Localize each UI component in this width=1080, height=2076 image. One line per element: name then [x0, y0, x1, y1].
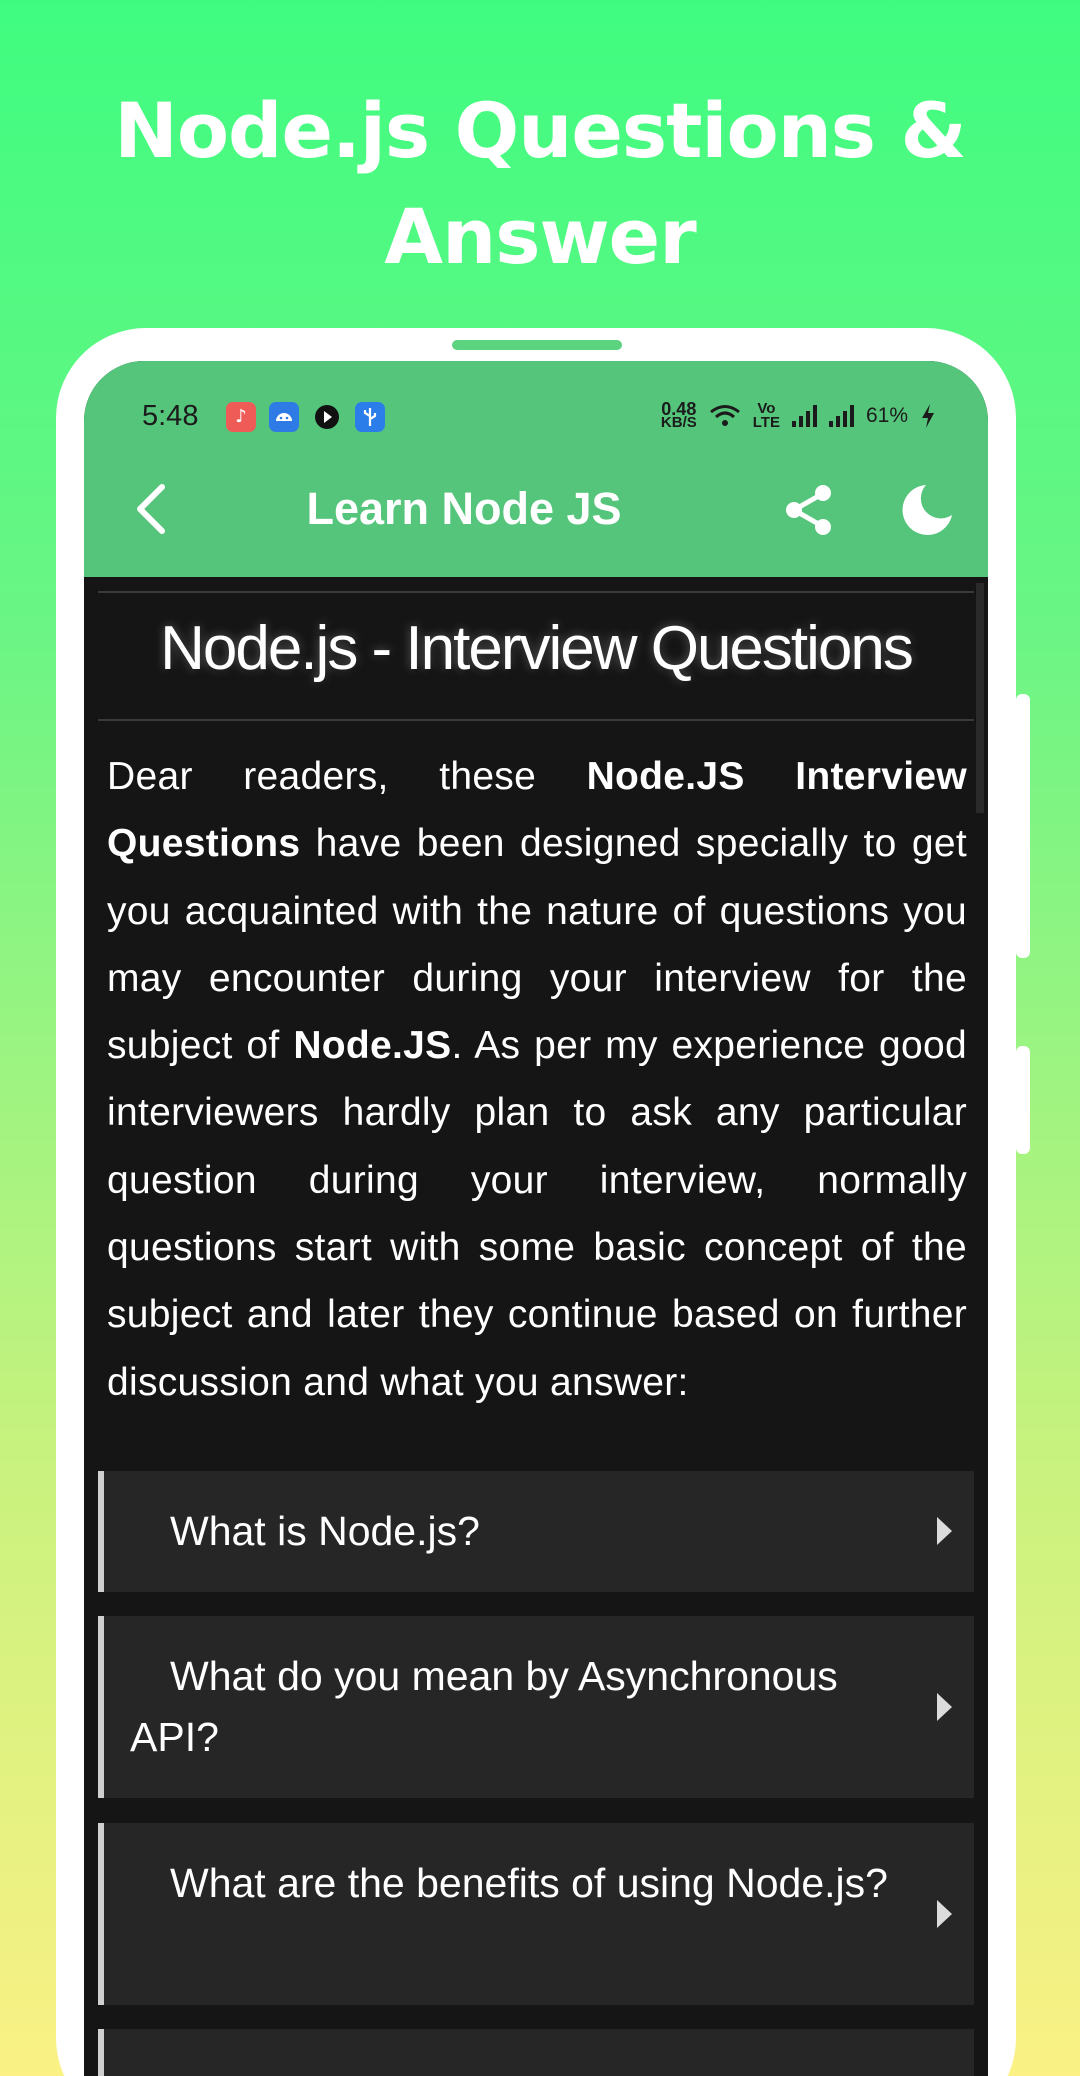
expand-arrow-icon — [937, 1517, 952, 1545]
question-label: What do you mean by Asynchronous API? — [130, 1653, 838, 1760]
volte-top: Vo — [757, 400, 776, 417]
intro-text-1: Dear readers, these — [107, 755, 587, 798]
article-title: Node.js - Interview Questions — [160, 614, 912, 683]
net-speed — [660, 399, 697, 431]
divider-bottom — [98, 719, 974, 721]
status-right-group — [661, 393, 936, 439]
app-bar — [84, 361, 988, 577]
signal-icon-1 — [792, 405, 817, 427]
promo-title-line-2: Answer — [384, 192, 696, 281]
charging-icon — [920, 403, 936, 429]
wifi-icon — [709, 404, 741, 428]
expand-arrow-icon — [937, 1693, 952, 1721]
question-item-1[interactable] — [98, 1471, 974, 1592]
android-icon — [269, 402, 299, 432]
share-icon[interactable] — [778, 479, 840, 541]
question-label: What is Node.js? — [170, 1508, 480, 1554]
volte-bottom: LTE — [752, 414, 780, 431]
status-time: 5:48 — [142, 400, 199, 432]
intro-bold-1: Node.JS Interview Questions — [107, 755, 967, 866]
promo-title-line-1: Node.js Questions & — [114, 86, 966, 175]
promo-title — [0, 78, 1080, 290]
volte-icon — [753, 402, 780, 430]
question-label: What are the benefits of using Node.js? — [170, 1860, 888, 1906]
toolbar-title: Learn Node JS — [306, 483, 622, 534]
phone-speaker — [452, 340, 622, 350]
intro-text-2: have been designed specially to get you acquainted with the nature of questions you may encounter during your interview for the subject of — [107, 822, 967, 1068]
intro-bold-2: Node.JS — [293, 1024, 452, 1068]
moon-icon[interactable] — [896, 479, 958, 541]
phone-volume-button — [1016, 694, 1030, 958]
divider-top — [98, 591, 974, 593]
expand-arrow-icon — [937, 1900, 952, 1928]
phone-screen — [84, 361, 988, 2076]
play-icon — [312, 402, 342, 432]
intro-paragraph — [107, 743, 967, 1416]
music-icon: ♪ — [226, 402, 256, 432]
article-content[interactable] — [84, 577, 988, 2076]
question-item-4[interactable] — [98, 2029, 974, 2076]
usb-icon — [355, 402, 385, 432]
scrollbar[interactable] — [976, 583, 984, 813]
status-bar — [84, 393, 988, 443]
question-item-3[interactable] — [98, 1823, 974, 2005]
phone-power-button — [1016, 1046, 1030, 1154]
question-item-2[interactable] — [98, 1616, 974, 1798]
signal-icon-2 — [829, 405, 854, 427]
battery-percent: 61% — [865, 404, 908, 427]
net-speed-value: 0.48 — [661, 399, 697, 419]
intro-text-3: . As per my experience good interviewers hardly plan to ask any particular question during your interview, normally questions start with some basic concept of the subject and later they continue based on further discussion and what you answer: — [107, 1024, 967, 1404]
net-speed-unit: KB/S — [660, 414, 697, 431]
